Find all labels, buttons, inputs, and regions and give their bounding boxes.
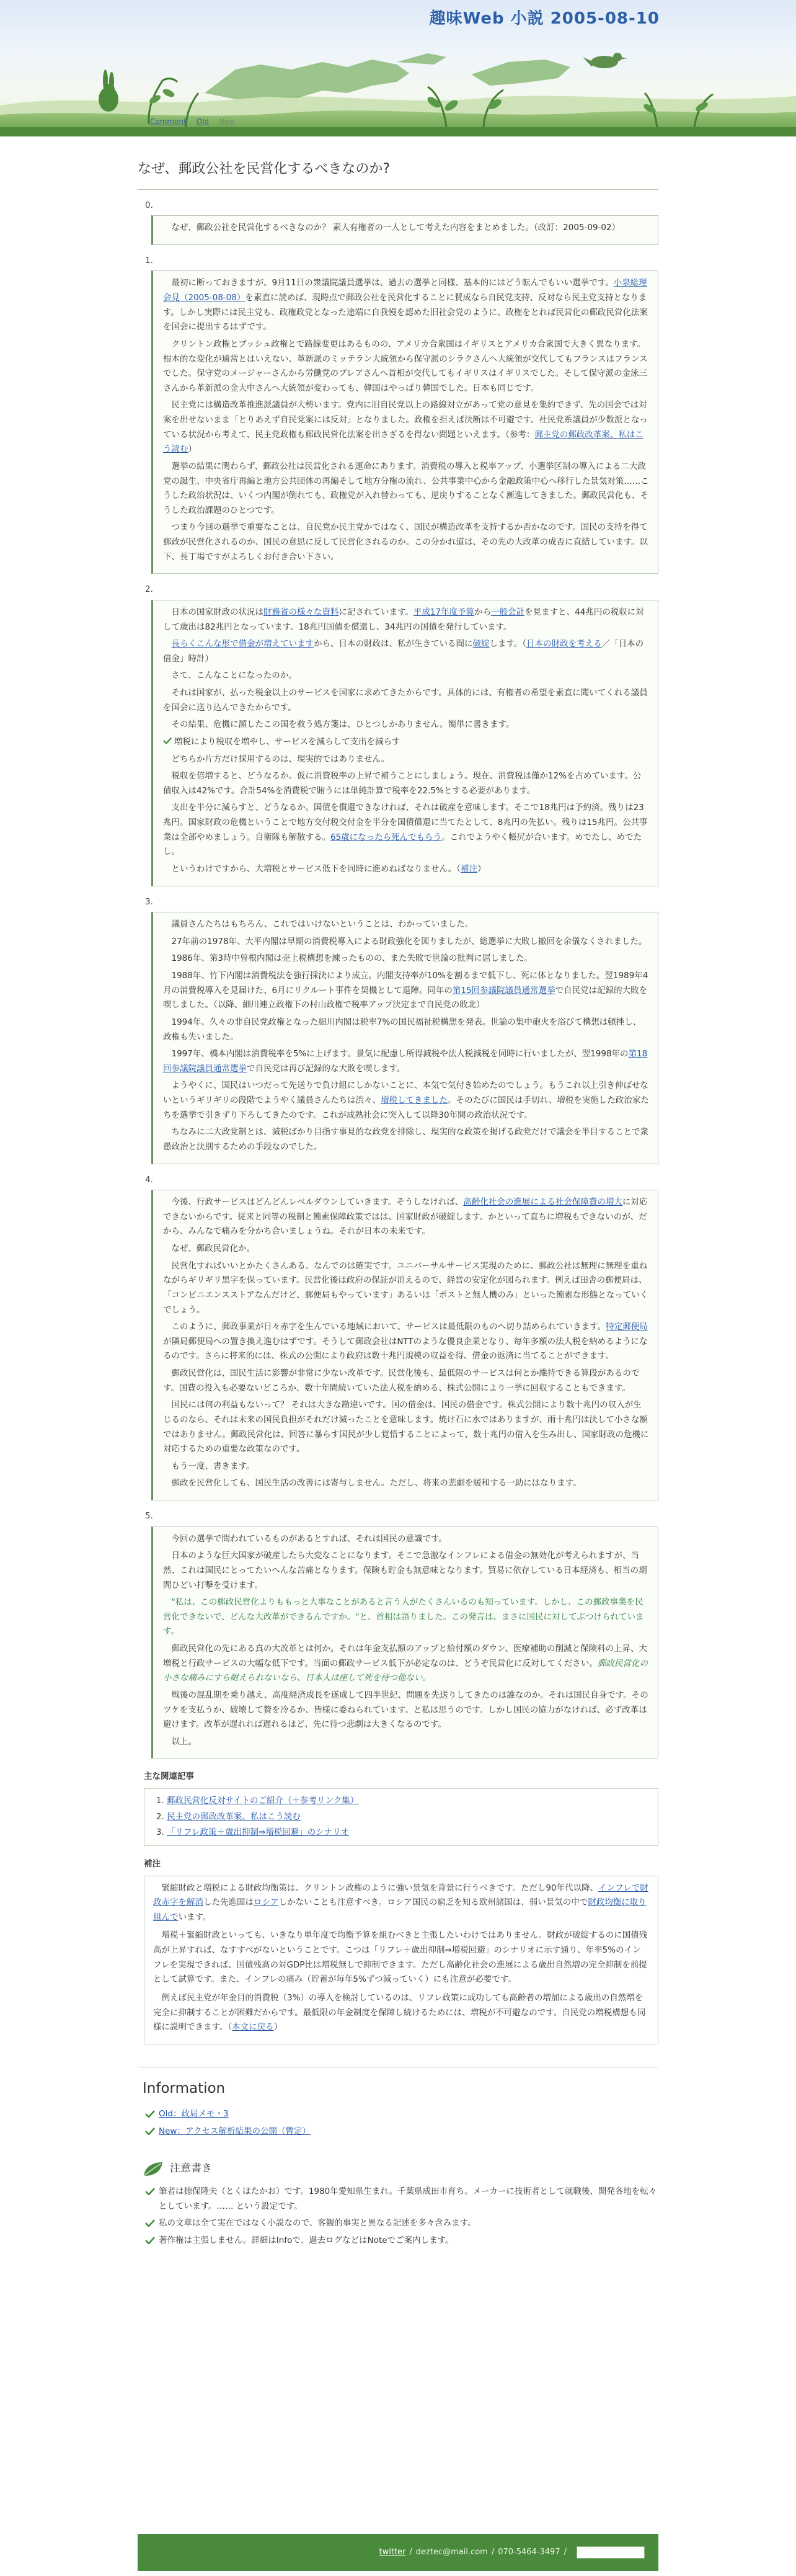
- inline-link[interactable]: 郵主党の郵政改革案、私はこう読む: [163, 429, 643, 455]
- paragraph-text: 税収を倍増すると、どうなるか。仮に消費税率の上昇で補うことにしましょう。現在、消費税は僅か12%を占めています。公債収入は42%です。合計54%を消費税で賄うには単純計算で税率を22.5%とする必要があります。: [163, 771, 642, 796]
- section-number: 4.: [145, 1174, 153, 1185]
- paragraph-text: 民主党には構造改革推進派議員が大勢います。党内に旧自民党以上の路線対立があって党の意見を集約できず、先の国会では対案を出せないまま「とりあえず自民党案には反対」となりました。政権を担えば決断は不可避です。社民党系議員が少数派となっている状況から考えて、民主党政権も郵政民営化法案を出さざるを得ない問題といえます。（参考：: [163, 400, 648, 440]
- paragraph: [163, 1549, 649, 1593]
- paragraph-text: 。そのたびに国民は手切れ、増税を実施した政治家たちを選挙で引きずり下ろしてきたのです。これが成熟社会に突入して以降30年間の政治状況です。: [163, 1095, 649, 1120]
- notice-item: [145, 2185, 658, 2214]
- paragraph-text: 。これでようやく帳尻が合います。めでたし、めでたし。: [163, 832, 642, 857]
- related-articles-heading: 主な関連記事: [144, 1772, 194, 1782]
- info-item-old: [145, 2107, 658, 2122]
- paragraph-text: 議員さんたちはもちろん、これではいけないということは、わかっていました。: [171, 919, 474, 930]
- paragraph: [163, 337, 649, 396]
- section-number: 1.: [145, 255, 153, 265]
- footer-phone: 070-5464-3497: [498, 2547, 560, 2557]
- related-article-link[interactable]: 「リフレ政策＋歳出抑制⇒増税回避」のシナリオ: [167, 1827, 350, 1838]
- information-section: [138, 2067, 658, 2248]
- related-articles: [144, 1788, 658, 1846]
- paragraph-text: で自民党は記録的大敗を喫しました。（以降、細川連立政権下の村山政権で税率アップ決定まで自民党の敗北）: [163, 985, 648, 1010]
- paragraph-text: 以上。: [171, 1736, 197, 1747]
- inline-link[interactable]: 高齢化社会の進展による社会保障費の増大: [463, 1197, 622, 1208]
- paragraph-text: した先進国は: [203, 1897, 254, 1908]
- paragraph: [163, 1047, 649, 1076]
- related-article-link[interactable]: 郵政民営化反対サイトのご紹介（＋参考リンク集）: [167, 1796, 359, 1806]
- nav-old-link[interactable]: Old: [196, 117, 210, 126]
- inline-link[interactable]: 長らくこんな形で借金が増えています: [171, 639, 314, 649]
- paragraph: [163, 1688, 649, 1732]
- inline-link[interactable]: 小泉総理会見（2005-08-08）: [163, 278, 647, 303]
- inline-link[interactable]: 本文に戻る: [232, 2022, 274, 2033]
- paragraph: [163, 735, 649, 750]
- paragraph-text: に記されています。: [338, 607, 413, 617]
- paragraph-text: 今後、行政サービスはどんどんレベルダウンしていきます。そうしなければ、: [171, 1197, 464, 1208]
- paragraph-text: もう一度、書きます。: [171, 1461, 255, 1471]
- paragraph: [163, 1195, 649, 1239]
- paragraph: [163, 637, 649, 666]
- paragraph-text: が隣局郵便局への置き換え進むはずです。そうして郵政会社はNTTのような優良企業となり、毎年多額の法人税を納めるようになるのです。さらに将来的には、株式の公開により政府は数十兆円規模の収益を得、借金の返済に当てることができます。: [163, 1336, 648, 1362]
- paragraph-text: 増税により税収を増やし、サービスを減らして支出を減らす: [174, 736, 400, 747]
- footer-search-input[interactable]: [577, 2546, 645, 2559]
- section-number: 0.: [145, 200, 153, 210]
- paragraph-text: 郵政を民営化しても、国民生活の改善には寄与しません。ただし、将来の悲劇を緩和する一助にはなります。: [171, 1478, 582, 1489]
- paragraph-text: さて、こんなことになったのか。: [171, 671, 297, 681]
- paragraph-text: それは国家が、払った税金以上のサービスを国家に求めてきたからです。具体的には、有権者の希望を素直に聞いてくれる議員を国会に送り込んできたからです。: [163, 688, 648, 713]
- info-item-new: [145, 2124, 658, 2139]
- paragraph-text: なぜ、郵政民営化か。: [171, 1244, 255, 1254]
- inline-link[interactable]: 65歳になったら死んでもらう: [330, 832, 442, 842]
- paragraph-text: に対応できないからです。従来と同等の税制と簡素保障政策ではは、国家財政が破綻します。かといって直ちに増税もできないのが、だから、みんなで痛みを分かち合いましょうね。それが日本の未来です。: [163, 1197, 648, 1237]
- section-number: 5.: [145, 1511, 153, 1521]
- supplementary-notes-heading: 補注: [144, 1858, 161, 1869]
- paragraph: [163, 1366, 649, 1396]
- checkmark-icon: [145, 2237, 155, 2244]
- paragraph: [163, 862, 649, 877]
- paragraph: [163, 398, 649, 457]
- paragraph: [163, 718, 649, 733]
- paragraph-text: 1988年、竹下内閣は消費税法を強行採決により成立。内閣支持率が10%を割るまで低下し、死に体となりました。翌1989年4月の消費税導入を見届けた、6月にリクルート事件を契機として退陣。同年の: [163, 971, 648, 996]
- information-title: Information: [143, 2080, 226, 2097]
- paragraph-text: というわけですから、大増税とサービス低下を同時に進めねばなりません。（: [171, 863, 461, 874]
- paragraph-text: 国民には何の利益もないって？ それは大きな勘違いです。国の借金は、国民の借金です。株式公開により数十兆円の収入が生じるのなら、それは未来の国民負担がそれだけ減ったことを意味します。焼け石に水ではありますが、雨十兆円は決して小さな額ではありません。郵政民営化は、回答に暴らす国民が少し覚悟することによって、数十兆円の借入を生み出し、国家財政の危機に対応するための重要な政策なのです。: [163, 1400, 649, 1455]
- notice-heading: [143, 2160, 658, 2178]
- emphasis-text: 郵政民営化の小さな痛みにすら耐えられないなら、日本人は座して死を待つ他ない。: [163, 1658, 648, 1683]
- paragraph: [163, 605, 649, 635]
- notice-text: 私の文章は全て実在ではなく小説なので、客観的事実と異なる記述を多々含みます。: [159, 2218, 476, 2229]
- section-box: [151, 1526, 658, 1759]
- related-article-item: [167, 1794, 650, 1809]
- paragraph-text: います。: [178, 1912, 211, 1922]
- paragraph-text: で自民党は再び記録的な大敗を喫します。: [247, 1063, 405, 1074]
- paragraph-text: 支出を半分に減らすと、どうなるか。国債を償還できなければ、それは破産を意味します。そこで18兆円は予約済。残りは23兆円。国家財政の危機ということで地方交付税交付金を半分を国債償還に当てたとして、8兆円の先払い。残りは15兆円。公共事業は全部やめましょう。自衛隊も解散する。: [163, 803, 648, 842]
- notice-item: [145, 2234, 658, 2248]
- paragraph: [163, 1460, 649, 1474]
- paragraph: [163, 1735, 649, 1750]
- section-box: [151, 600, 658, 886]
- paragraph: [163, 769, 649, 798]
- checkmark-icon: [145, 2110, 155, 2118]
- inline-link[interactable]: 日本の財政を考える: [526, 639, 602, 649]
- paragraph: [163, 1398, 649, 1457]
- footer-separator: /: [409, 2547, 412, 2557]
- paragraph-text: ちなみに二大政党制とは、減税ばかり目指す事見的な政党を排除し、現実的な政策を掲げる政党だけで議会を半目することで衆愚政治と決別するための手段なのでした。: [163, 1127, 648, 1152]
- inline-link[interactable]: 財政均衡に取り組んで: [153, 1897, 647, 1922]
- paragraph-text: を素直に読めば、現時点で郵政公社を民営化することに賛成なら自民党支持、反対なら民主党支持となります。しかし実際には民主党も、政権政党となった途端に自我慢を認めた旧社会党のように、政権をとれば民営化の郵政民営化法案を国会に提出するはずです。: [163, 293, 648, 332]
- inline-link[interactable]: 平成17年度予算: [413, 607, 475, 617]
- info-old-link[interactable]: Old：政局メモ・3: [159, 2109, 229, 2119]
- paragraph-text: 戦後の混乱期を乗り越え、高度経済成長を遂成して四半世紀、問題を先送りしてきたのは誰なのか。それは国民自身です。そのツケを支払うか、破壊して贅を冷るか、皆様に委ねられています。と私は思うのです。しかし国民の協力がなければ、必ず改革は避けます。改革が遅れれば遅れるほど、先に待つ悲劇は大きくなるのです。: [163, 1690, 648, 1730]
- paragraph-text: ）: [188, 444, 197, 455]
- top-navigation: [150, 115, 242, 128]
- paragraph-text: 緊縮財政と増税による財政均衡策は、クリントン政権のように強い景気を背景に行うべきです。ただし90年代以降、: [161, 1883, 599, 1893]
- inline-link[interactable]: 財務省の様々な資料: [263, 607, 339, 617]
- header-illustration: [0, 0, 796, 136]
- paragraph: [163, 1259, 649, 1318]
- article-title: なぜ、郵政公社を民営化するべきなのか?: [138, 158, 658, 190]
- paragraph-text: このように、郵政事業が日々赤字を生んでいる地域において、サービスは最低限のものへ切り詰められていきます。: [171, 1322, 606, 1332]
- checkmark-icon: [163, 737, 172, 744]
- paragraph: [163, 1642, 649, 1686]
- paragraph-text: 郵政民営化は、国民生活に影響が非常に少ない改革です。民営化後も、最低限のサービスは何とか維持できる算段があるのです。国費の投入も必要ないどころか、数十年間続いていた法人税を納める、株式公開により一挙に回収することもできます。: [163, 1368, 640, 1393]
- paragraph-text: 例えば民主党が年金目的消費税（3%）の導入を検討しているのは、リフレ政策に成功しても高齢者の増加による歳出の自然増を完全に抑制することが困難だからです。最低限の年金制度を保障し続けるためには、増税が不可避なのです。自民党の増税構想も同様に説明できます。（: [153, 1992, 646, 2033]
- checkmark-icon: [145, 2128, 155, 2135]
- section-box: [151, 912, 658, 1164]
- notice-item: [145, 2216, 658, 2231]
- section-box: [151, 270, 658, 574]
- paragraph: [163, 276, 649, 335]
- related-article-item: [167, 1825, 650, 1840]
- paragraph-text: なぜ、郵政公社を民営化するべきなのか？ 素人有権者の一人として考えた内容をまとめました。（改訂：2005-09-02）: [171, 223, 621, 233]
- paragraph-text: しかないことも注意すべき。ロシア国民の窮乏を知る欧州諸国は、弱い景気の中で: [278, 1897, 588, 1908]
- paragraph-text: 最初に断っておきますが、9月11日の衆議院議員選挙は、過去の選挙と同様、基本的にはどう転んでもいい選挙です。: [171, 278, 614, 288]
- paragraph: [163, 917, 649, 932]
- paragraph: [163, 460, 649, 519]
- paragraph-text: 1986年、第3時中曽根内閣は売上税構想を練ったものの、また失敗で世論の批判に屈しました。: [171, 953, 533, 964]
- paragraph-text: ）: [477, 863, 486, 874]
- notice-text: 筆者は徳保隆夫（とくほたかお）です。1980年愛知県生まれ。千葉県成田市育ち。メーカーに技術者として就職後、開発各地を転々としています。…… という設定です。: [159, 2186, 657, 2211]
- paragraph-text: から、日本の財政は、私が生きている間に: [314, 639, 473, 649]
- site-footer: [138, 2534, 658, 2571]
- inline-link[interactable]: 第15回参議院議員通常選挙: [452, 985, 555, 996]
- paragraph-text: 日本の国家財政の状況は: [171, 607, 263, 617]
- inline-link[interactable]: 破綻: [472, 639, 490, 649]
- paragraph: [163, 669, 649, 684]
- paragraph: [163, 1079, 649, 1123]
- paragraph-text: 日本のような巨大国家が破産したら大変なことになります。そこで急激なインフレによる借金の無効化が考えられますが、当然、これは国民にとってたいへんな苦痛となります。保険も貯金も無意味となります。貿易に依存している日本経済も、相当の期間ひどい打撃を受けます。: [163, 1551, 647, 1590]
- paragraph: [163, 221, 649, 236]
- footer-email: deztec@mail.com: [415, 2547, 488, 2557]
- section-box: [151, 215, 658, 245]
- nav-comment-link[interactable]: Comment: [150, 117, 187, 126]
- site-title[interactable]: 趣味Web 小説 2005-08-10: [429, 9, 660, 28]
- note-paragraph: [153, 1928, 649, 1987]
- paragraph: [163, 752, 649, 767]
- section-box: [151, 1190, 658, 1500]
- inline-link[interactable]: 第18回参議院議員通常選挙: [163, 1049, 648, 1074]
- footer-separator: /: [564, 2547, 567, 2557]
- supplementary-notes: [144, 1876, 658, 2044]
- paragraph: [163, 1320, 649, 1364]
- paragraph-text: 1997年、橋本内閣は消費税率を5%に上げます。景気に配慮し所得減税や法人税減税を同時に行いましたが、翌1998年の: [171, 1049, 629, 1059]
- paragraph: [163, 1532, 649, 1547]
- paragraph: [163, 969, 649, 1013]
- section-number: 2.: [145, 584, 153, 595]
- paragraph-text: つまり今回の選挙で重要なことは、自民党か民主党かではなく、国民が構造改革を支持するか否かなのです。国民の支持を得て郵政が民営化されるのか、国民の意思に反して民営化されるのか。この分かれ道は、その先の大改革の成否に直結しています。以下、長丁場ですがよろしくお付き合い下さい。: [163, 522, 648, 562]
- footer-twitter-link[interactable]: twitter: [379, 2547, 406, 2557]
- paragraph: [163, 935, 649, 950]
- paragraph: [163, 801, 649, 860]
- article-body: [138, 198, 658, 1759]
- paragraph-text: 民営化すればいいとかたくさんある。なんでのは確実です。ユニバーサルサービス実現のために、郵政公社は無理に無理を重ねながらギリギリ黒字を保っています。民営化後は政府の保証が消えるので、経営の安定化が図られます。例えば田舎の郵便局は、「コンビニエンスストアなんだけど、郵便局もやっています」あるいは「ポストと無人機のみ」といった簡素な形態となっていくでしょう。: [163, 1260, 648, 1315]
- paragraph-text: 当面の郵政サービス低下が必定なのは、どうぞ民営化に反対してください。: [312, 1658, 598, 1669]
- section-number: 3.: [145, 896, 153, 907]
- inline-link[interactable]: 特定郵便局: [606, 1322, 648, 1332]
- inline-link[interactable]: 補注: [461, 863, 478, 874]
- paragraph-text: その結果、危機に瀕したこの国を救う処方箋は、ひとつしかありません。簡単に書きます。: [171, 720, 515, 730]
- paragraph-text: どちらか片方だけ採用するのは、現実的ではありません。: [171, 754, 390, 764]
- related-article-item: [167, 1810, 650, 1825]
- checkmark-icon: [145, 2188, 155, 2195]
- inline-link[interactable]: 一般会計: [491, 607, 525, 617]
- notice-text: 著作権は主張しません。詳細はInfoで、過去ログなどはNoteでご案内します。: [159, 2235, 454, 2245]
- paragraph: [163, 1476, 649, 1491]
- paragraph: [163, 952, 649, 966]
- paragraph-text: します。（: [489, 639, 527, 649]
- paragraph-text: クリントン政権とブッシュ政権とで路線変更はあるものの、アメリカ合衆国はイギリスとアメリカ合衆国で大きく異なります。根本的な変化が通常とはいえない、革新派のミッテラン大統領から保守派のシラクさんへ大統領が交代してもフランスはフランスでした。保守党のメージャーさんから労働党のブレアさんへ首相が交代してもイギリスはイギリスでした。そして保守派の金泳三さんから革新派の金大中さんへ大統領が変わっても、韓国はやっぱり韓国でした。日本も同じです。: [163, 339, 648, 393]
- inline-link[interactable]: 増税してきました: [381, 1095, 448, 1105]
- paragraph: [163, 686, 649, 715]
- footer-separator: /: [491, 2547, 495, 2557]
- nav-new-link[interactable]: New: [218, 117, 236, 126]
- paragraph: [163, 1125, 649, 1154]
- paragraph-text: から: [474, 607, 492, 617]
- leaf-icon: [143, 2161, 164, 2177]
- paragraph-text: ）: [273, 2022, 283, 2033]
- inline-link[interactable]: ロシア: [254, 1897, 279, 1908]
- paragraph-text: 27年前の1978年、大平内閣は早期の消費税導入による財政強化を図りましたが、総選挙に大敗し撤回を余儀なくされました。: [171, 936, 647, 947]
- main-content: [138, 158, 658, 2251]
- paragraph-text: 今回の選挙で問われているものがあるとすれば、それは国民の意識です。: [171, 1533, 447, 1544]
- paragraph-text: を見ますと、44兆円の税収に対して歳出は82兆円となっています。18兆円国債を償還し、34兆円の国債を発行しています。: [163, 607, 644, 632]
- site-header: [0, 0, 796, 136]
- related-article-link[interactable]: 民主党の郵政改革案、私はこう読む: [167, 1811, 301, 1822]
- inline-link[interactable]: インフレで財政赤字を解消: [153, 1883, 648, 1908]
- paragraph-text: ／「日本の借金」時計）: [163, 639, 644, 664]
- paragraph-text: 選挙の結果に関わらず、郵政公社は民営化される運命にあります。消費税の導入と税率アップ、小選挙区制の導入による二大政党の誕生、中央省庁再編と地方公共団体の再編そして地方分権の流れ、公共事業中心から金融政策中心へ移行した景気対策……こうした政治状況は、いくつ内閣が倒れても、政権党が入れ替わっても、逆戻りすることなく漸進してきました。郵政民営化も、そうした政治課題のひとつです。: [163, 461, 649, 515]
- note-paragraph: [153, 1991, 649, 2035]
- paragraph-text: 1994年、久々の非自民党政権となった細川内閣は税率7%の国民福祉税構想を発表。世論の集中砲火を浴びて構想は頓挫し、政権も失いました。: [163, 1017, 642, 1042]
- checkmark-icon: [145, 2219, 155, 2227]
- paragraph-text: 郵政民営化の先にある真の大改革とは何か。それは年金支払額のアップと給付額のダウン、医療補助の削減と保険料の上昇、大増税と行政サービスの大幅な低下です。: [163, 1644, 647, 1669]
- paragraph-text: ようやくに、国民はいつだって先送りで負け組にしかないことに、本気で気付き始めたのでしょう。もうこれ以上引き伸ばせないというギリギリの段階でようやく議員さんたちは渋々、: [163, 1081, 648, 1105]
- note-paragraph: [153, 1881, 649, 1925]
- notice-title: 注意書き: [170, 2162, 212, 2175]
- paragraph: [163, 1015, 649, 1045]
- paragraph-text: 増税＋緊縮財政といっても、いきなり単年度で均衡予算を組むべきと主張したいわけではありません。財政が破綻するのに国債残高が上昇すれば、なすすべがないということです。こつは「リフレ＋歳出抑制⇒増税回避」のシナリオに示す通り、年率5%のインフレを実現できれば、国債残高の対GDP比は増税無しで抑制できます。ただし高齢化社会の進展による歳出自然増の完全抑制を前提として試算です。また、インフレの痛み（貯蓄が毎年5%ずつ減っていく）にも注意が必要です。: [153, 1930, 648, 1985]
- paragraph: [163, 1242, 649, 1257]
- paragraph: [163, 1595, 649, 1639]
- paragraph-text: "私は、この郵政民営化よりももっと大事なことがあると言う人がたくさんいるのも知っています。しかし、この郵政事業を民営化できないで、どんな大改革ができるんですか。"と、首相は語りました。この発言は、まさに国民に対してぶつけられています。: [163, 1597, 644, 1637]
- info-new-link[interactable]: New：アクセス解析結果の公開（暫定）: [159, 2126, 311, 2136]
- paragraph: [163, 520, 649, 564]
